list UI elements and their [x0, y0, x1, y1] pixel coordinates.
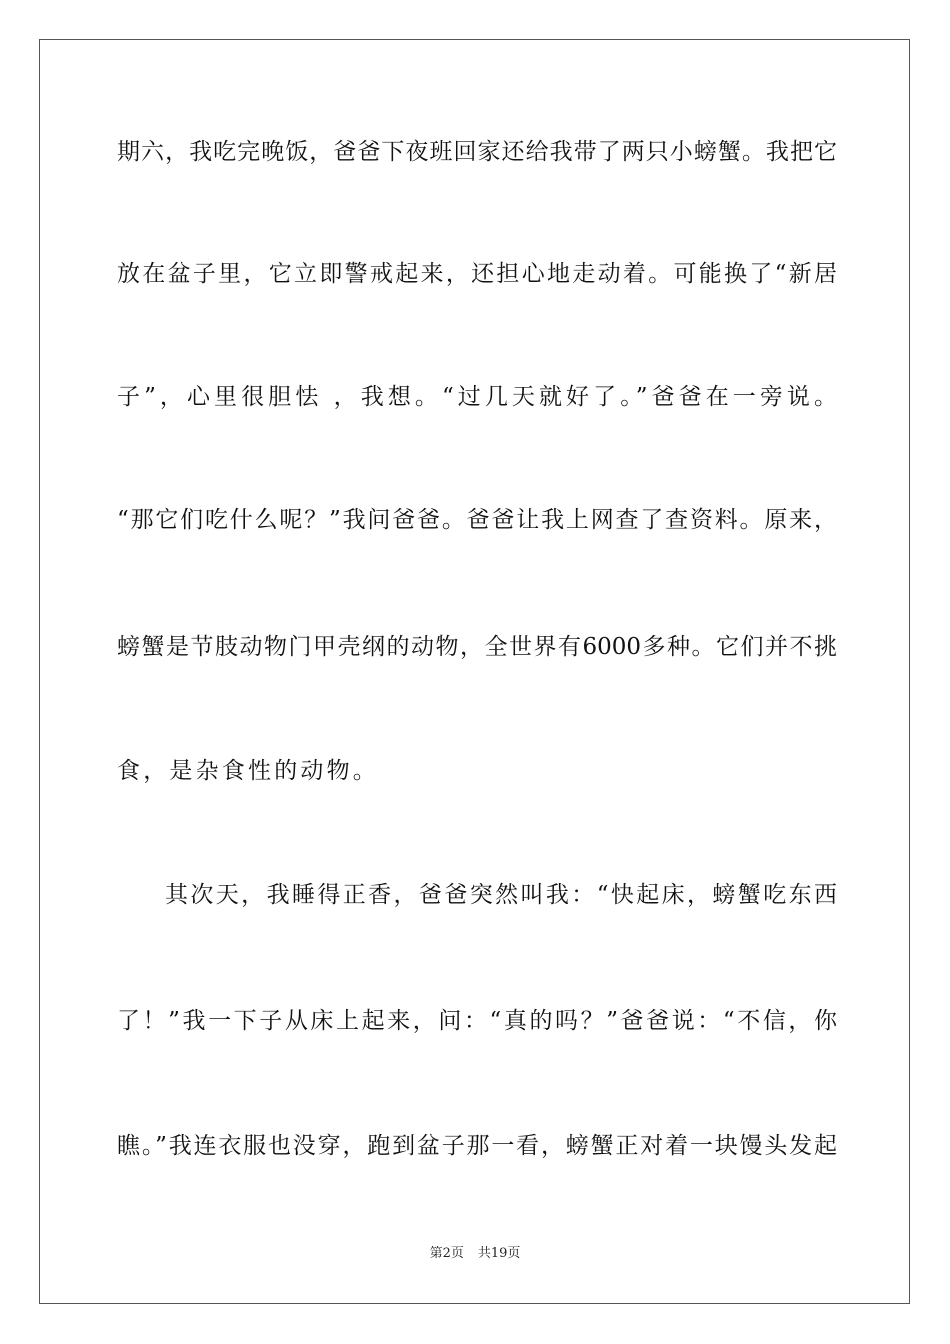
body-line-2: 放在盆子里，它立即警戒起来，还担心地走动着。可能换了“新居 — [117, 261, 837, 287]
body-line-8: 了！”我一下子从床上起来，问：“真的吗？”爸爸说：“不信，你 — [117, 1008, 837, 1034]
page-border — [39, 39, 910, 1304]
body-line-4: “那它们吃什么呢？”我问爸爸。爸爸让我上网查了查资料。原来， — [117, 507, 837, 533]
body-line-5: 螃蟹是节肢动物门甲壳纲的动物，全世界有6000多种。它们并不挑 — [117, 634, 837, 660]
body-line-1: 期六，我吃完晚饭，爸爸下夜班回家还给我带了两只小螃蟹。我把它 — [117, 139, 837, 165]
body-line-7-paragraph-start: 其次天，我睡得正香，爸爸突然叫我：“快起床，螃蟹吃东西 — [165, 882, 837, 908]
page-number: 第2页 — [429, 1246, 464, 1261]
body-line-6: 食，是杂食性的动物。 — [117, 758, 379, 784]
page-footer — [0, 1245, 950, 1263]
total-pages: 共19页 — [477, 1246, 521, 1261]
body-line-3: 子”，心里很胆怯 ，我想。“过几天就好了。”爸爸在一旁说。 — [117, 384, 837, 410]
body-line-9: 瞧。”我连衣服也没穿，跑到盆子那一看，螃蟹正对着一块馒头发起 — [117, 1133, 837, 1159]
